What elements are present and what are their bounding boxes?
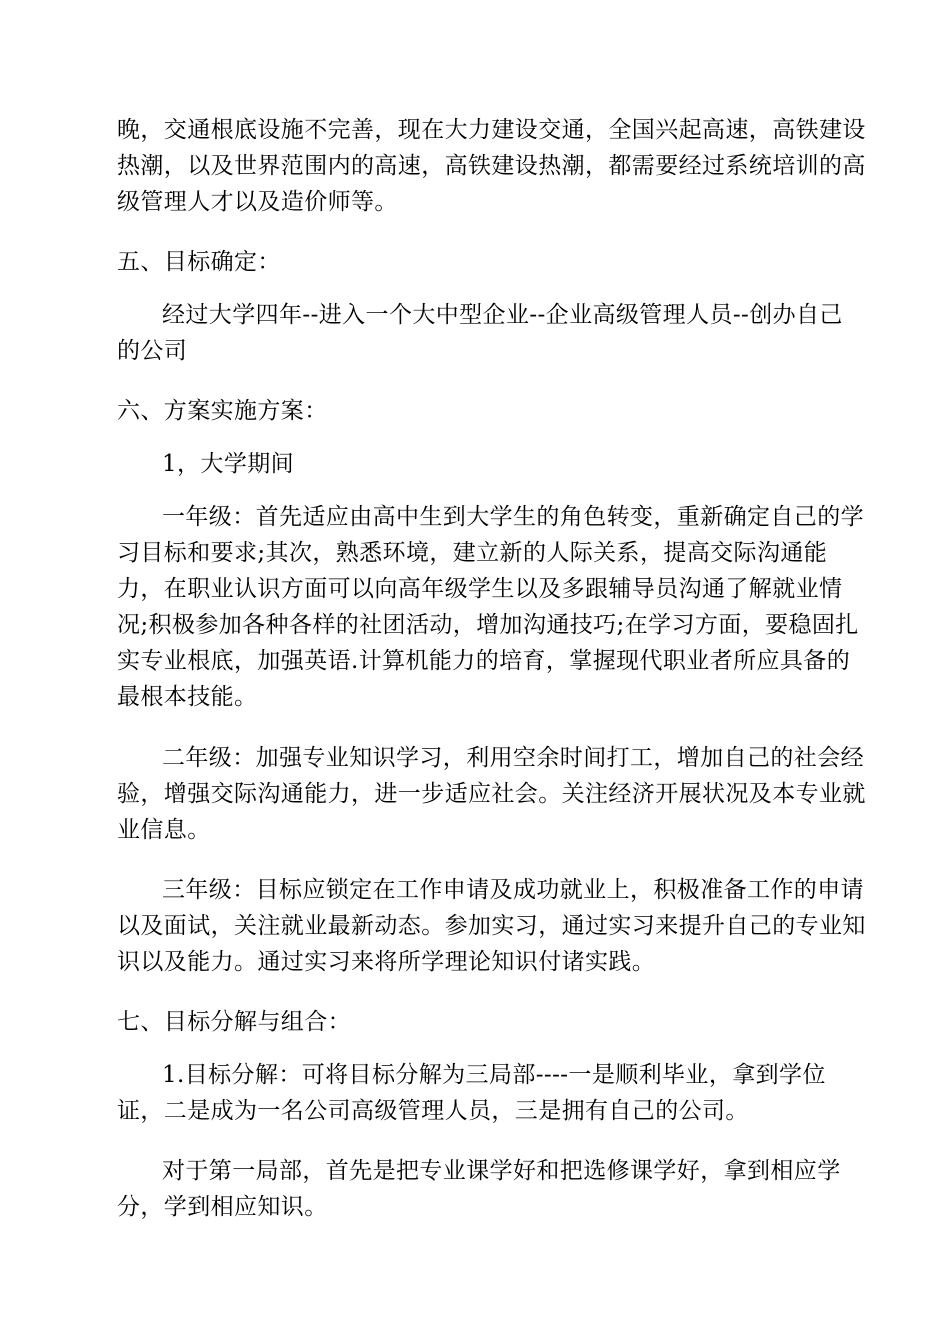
text-line: 热潮，以及世界范围内的高速，高铁建设热潮，都需要经过系统培训的高 [117,153,866,179]
text-line: 验，增强交际沟通能力，进一步适应社会。关注经济开展状况及本专业就 [117,781,866,807]
text-line: 证，二是成为一名公司高级管理人员，三是拥有自己的公司。 [117,1098,749,1124]
text-line: 习目标和要求;其次，熟悉环境，建立新的人际关系，提高交际沟通能 [117,540,828,566]
text-line: 一年级：首先适应由高中生到大学生的角色转变，重新确定自己的学 [162,504,864,530]
text-line: 最根本技能。 [117,684,258,710]
text-line: 业信息。 [117,817,211,843]
text-line: 三年级：目标应锁定在工作申请及成功就业上，积极准备工作的申请 [162,877,864,903]
text-line: 二年级：加强专业知识学习，利用空余时间打工，增加自己的社会经 [162,745,864,771]
subheading-university-period: 1，大学期间 [162,451,295,477]
text-line: 1.目标分解：可将目标分解为三局部----一是顺利毕业，拿到学位 [162,1062,826,1088]
text-line: 识以及能力。通过实习来将所学理论知识付诸实践。 [117,949,656,975]
text-line: 对于第一局部，首先是把专业课学好和把选修课学好，拿到相应学 [162,1158,841,1184]
text-line: 级管理人才以及造价师等。 [117,189,398,215]
text-line: 的公司 [117,338,188,364]
section-heading-plan: 六、方案实施方案： [117,398,328,424]
text-line: 经过大学四年--进入一个大中型企业--企业高级管理人员--创办自己 [162,302,843,328]
text-line: 晚，交通根底设施不完善，现在大力建设交通，全国兴起高速，高铁建设 [117,117,866,143]
section-heading-goal: 五、目标确定： [117,249,281,275]
text-line: 况;积极参加各种各样的社团活动，增加沟通技巧;在学习方面，要稳固扎 [117,612,859,638]
text-line: 分，学到相应知识。 [117,1194,328,1220]
text-line: 以及面试，关注就业最新动态。参加实习，通过实习来提升自己的专业知 [117,913,866,939]
text-line: 实专业根底，加强英语.计算机能力的培育，掌握现代职业者所应具备的 [117,648,851,674]
text-line: 力，在职业认识方面可以向高年级学生以及多跟辅导员沟通了解就业情 [117,576,843,602]
section-heading-decomposition: 七、目标分解与组合： [117,1009,351,1035]
